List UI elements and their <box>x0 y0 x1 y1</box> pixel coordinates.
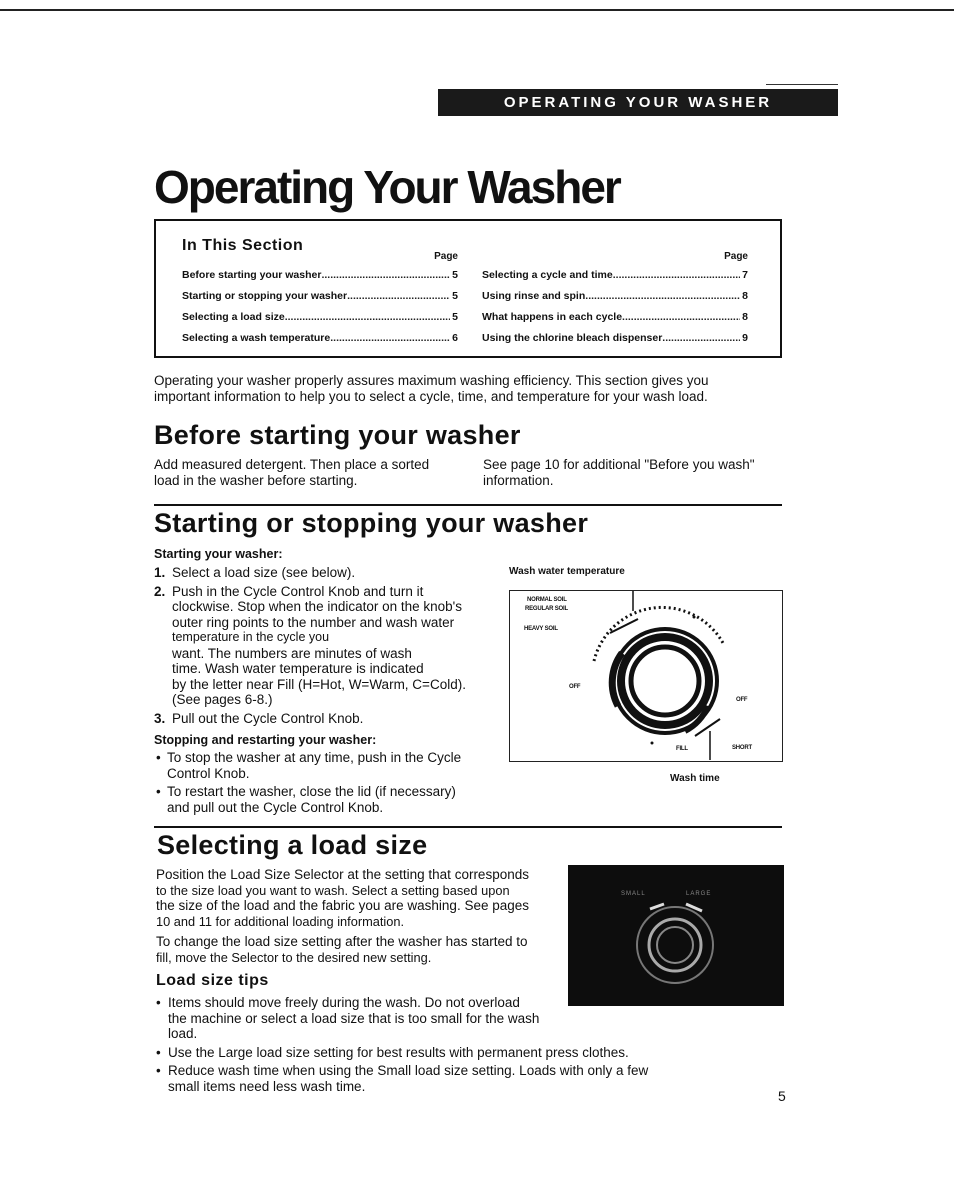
load-size-knob-svg <box>568 865 784 1006</box>
starting-stopping-heading: Starting or stopping your washer <box>154 508 589 538</box>
toc-column-right <box>482 251 748 349</box>
toc-entry-title: Using the chlorine bleach dispenser <box>482 332 663 344</box>
load-size-heading: Selecting a load size <box>157 830 428 860</box>
text-line: fill, move the Selector to the desired new setting. <box>156 950 432 965</box>
toc-entry[interactable] <box>482 286 748 307</box>
bullet: • <box>156 995 161 1010</box>
step-text-line: (See pages 6-8.) <box>172 692 273 707</box>
load-tips-list <box>156 995 676 1094</box>
bullet: • <box>156 750 161 765</box>
step-text-line: temperature in the cycle you <box>172 630 330 644</box>
load-size-selector-photo <box>568 865 784 1006</box>
toc-leader-dots <box>285 307 450 328</box>
section-header-bar: OPERATING YOUR WASHER <box>438 89 838 116</box>
toc-entry[interactable] <box>182 328 458 349</box>
toc-leader-dots <box>622 307 740 328</box>
step-3 <box>154 711 499 727</box>
wash-water-temperature-label: Wash water temperature <box>509 566 625 577</box>
heavy-soil-label: HEAVY SOIL <box>524 626 558 632</box>
step-text-line: Push in the Cycle Control Knob and turn it <box>172 583 424 599</box>
step-text: Select a load size (see below). <box>172 565 356 580</box>
toc-entry[interactable] <box>182 265 458 286</box>
step-2 <box>154 584 499 708</box>
load-size-tips-heading: Load size tips <box>156 972 269 989</box>
tip-bullet <box>156 995 676 1042</box>
toc-entry[interactable] <box>482 328 748 349</box>
stopping-bullets <box>154 750 499 815</box>
bullet-line: Reduce wash time when using the Small load size setting. Loads with only a few <box>168 1063 649 1078</box>
toc-entry-page: 5 <box>452 290 458 302</box>
toc-leader-dots <box>330 328 450 349</box>
text-line: To change the load size setting after the washer has started to <box>156 934 528 949</box>
toc-leader-dots <box>662 328 740 349</box>
intro-line: Operating your washer properly assures maximum washing efficiency. This section gives you <box>154 373 709 388</box>
top-rule <box>0 9 954 11</box>
bullet-line: small items need less wash time. <box>168 1078 366 1094</box>
step-text-line: outer ring points to the number and wash water <box>172 614 455 630</box>
step-text-line: by the letter near Fill (H=Hot, W=Warm, C=Cold). <box>172 676 466 692</box>
text-line: Add measured detergent. Then place a sorted <box>154 457 430 472</box>
toc-entry-page: 7 <box>742 269 748 281</box>
toc-entry-title: Selecting a wash temperature <box>182 332 331 344</box>
toc-entry-title: Using rinse and spin <box>482 290 586 302</box>
bullet-line: the machine or select a load size that is too small for the wash <box>168 1010 540 1026</box>
text-line: 10 and 11 for additional loading information. <box>156 913 405 929</box>
stop-bullet <box>154 750 499 781</box>
toc-column-left <box>182 251 458 349</box>
toc-entry-page: 8 <box>742 290 748 302</box>
toc-entry-page: 5 <box>452 311 458 323</box>
short-label: SHORT <box>732 745 753 751</box>
bullet-line: load. <box>168 1026 198 1041</box>
bullet-line: and pull out the Cycle Control Knob. <box>167 799 384 815</box>
toc-leader-dots <box>347 286 450 307</box>
text-line: Position the Load Size Selector at the setting that corresponds <box>156 867 529 882</box>
toc-entry[interactable] <box>482 307 748 328</box>
text-line: See page 10 for additional "Before you wash" <box>483 457 755 472</box>
toc-entry-title: Before starting your washer <box>182 269 322 281</box>
step-number: 1. <box>154 565 166 580</box>
text-line: the size of the load and the fabric you are washing. See pages <box>156 898 529 913</box>
toc-entry-title: Selecting a cycle and time <box>482 269 613 281</box>
toc-entry-page: 8 <box>742 311 748 323</box>
off-label-right: OFF <box>736 697 748 703</box>
fill-label: FILL <box>676 746 688 752</box>
step-1 <box>154 565 499 581</box>
normal-soil-label: NORMAL SOIL <box>527 597 567 603</box>
section-rule <box>154 826 782 828</box>
toc-entry-page: 6 <box>452 332 458 344</box>
toc-leader-dots <box>585 286 740 307</box>
step-text-line: clockwise. Stop when the indicator on the knob's <box>172 599 462 614</box>
toc-entry-page: 5 <box>452 269 458 281</box>
toc-leader-dots <box>321 265 450 286</box>
toc-entry[interactable] <box>182 307 458 328</box>
load-size-paragraph-2 <box>156 934 561 966</box>
text-line: load in the washer before starting. <box>154 473 358 488</box>
before-starting-heading: Before starting your washer <box>154 420 521 450</box>
text-line: to the size load you want to wash. Select a setting based upon <box>156 882 510 898</box>
bullet: • <box>156 784 161 799</box>
regular-soil-label: REGULAR SOIL <box>525 606 568 612</box>
toc-box <box>154 219 782 358</box>
toc-entry[interactable] <box>182 286 458 307</box>
step-number: 3. <box>154 710 166 726</box>
before-right-text <box>483 457 755 489</box>
before-left-text <box>154 457 429 489</box>
step-text-line: time. Wash water temperature is indicated <box>172 661 424 676</box>
restart-bullet <box>154 784 499 815</box>
toc-page-label: Page <box>724 251 748 262</box>
bullet-line: To stop the washer at any time, push in the Cycle <box>167 750 462 765</box>
off-label-left: OFF <box>569 684 581 690</box>
toc-entry-title: Selecting a load size <box>182 311 285 323</box>
bullet: • <box>156 1044 161 1060</box>
tip-bullet <box>156 1063 676 1094</box>
toc-entry-title: What happens in each cycle <box>482 311 623 323</box>
section-rule <box>154 504 782 506</box>
wash-time-label: Wash time <box>670 773 720 784</box>
page-title: Operating Your Washer <box>154 161 620 213</box>
bullet: • <box>156 1063 161 1078</box>
text-line: information. <box>483 473 554 488</box>
cycle-dial-diagram <box>509 590 783 762</box>
header-thin-line <box>766 84 838 85</box>
starting-steps <box>154 565 499 726</box>
step-text-line: want. The numbers are minutes of wash <box>172 645 412 661</box>
step-text: Pull out the Cycle Control Knob. <box>172 710 364 726</box>
intro-paragraph <box>154 373 709 405</box>
toc-entry[interactable] <box>482 265 748 286</box>
toc-entry-title: Starting or stopping your washer <box>182 290 348 302</box>
stopping-subheading: Stopping and restarting your washer: <box>154 733 377 747</box>
starting-subheading: Starting your washer: <box>154 547 283 561</box>
bullet-line: Items should move freely during the wash. Do not overload <box>168 995 520 1010</box>
toc-page-label: Page <box>434 251 458 262</box>
toc-heading: In This Section <box>182 237 304 254</box>
toc-leader-dots <box>613 265 740 286</box>
bullet-line: Control Knob. <box>167 765 250 781</box>
toc-entry-page: 9 <box>742 332 748 344</box>
load-size-paragraph-1 <box>156 867 561 929</box>
intro-line: important information to help you to select a cycle, time, and temperature for your wash load. <box>154 389 708 404</box>
tip-bullet <box>156 1045 676 1061</box>
bullet-line: To restart the washer, close the lid (if necessary) <box>167 784 456 799</box>
photo-small-label: SMALL <box>621 891 646 897</box>
step-number: 2. <box>154 583 166 599</box>
cycle-dial-svg <box>510 591 781 760</box>
page-number: 5 <box>778 1088 786 1104</box>
bullet-line: Use the Large load size setting for best results with permanent press clothes. <box>168 1044 629 1060</box>
photo-large-label: LARGE <box>686 891 712 897</box>
